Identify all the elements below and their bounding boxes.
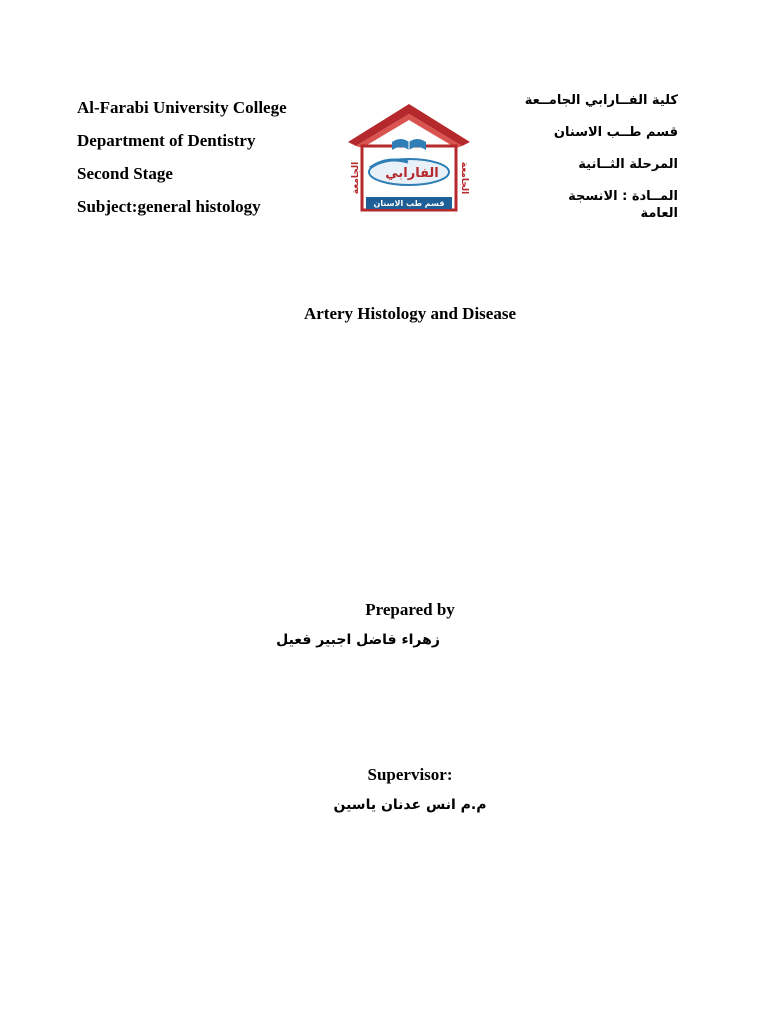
college-name-en: Al-Farabi University College: [77, 98, 287, 117]
subject-ar: المــادة : الانسجة العامة: [568, 189, 678, 221]
arabic-header: [478, 92, 678, 236]
department-name-en: Department of Dentistry: [77, 131, 256, 150]
supervisor-name: م.م انس عدنان ياسين: [333, 797, 487, 813]
logo-side-text-right: الجامعة: [459, 161, 469, 195]
stage-ar: المرحلة الثــانية: [578, 157, 678, 172]
logo-emblem-text: الفارابي: [385, 166, 439, 181]
stage-en: Second Stage: [77, 164, 173, 183]
logo-banner-text: قسم طب الاسنان: [373, 199, 445, 208]
department-name-ar: قسم طــب الاسنان: [553, 125, 678, 140]
al-farabi-college-logo-icon: [346, 102, 472, 214]
logo-side-text-left: الجامعة: [351, 161, 361, 195]
student-name: زهراء فاضل اجبير فعيل: [276, 632, 440, 648]
college-name-ar: كلية الفــارابي الجامــعة: [524, 93, 678, 108]
subject-en: Subject:general histology: [77, 197, 261, 216]
college-logo: [346, 102, 472, 214]
logo-roof: [348, 104, 470, 146]
supervisor-label: Supervisor:: [367, 765, 453, 784]
document-title: Artery Histology and Disease: [303, 304, 516, 323]
english-header: [77, 96, 337, 228]
prepared-by-label: Prepared by: [365, 600, 455, 619]
